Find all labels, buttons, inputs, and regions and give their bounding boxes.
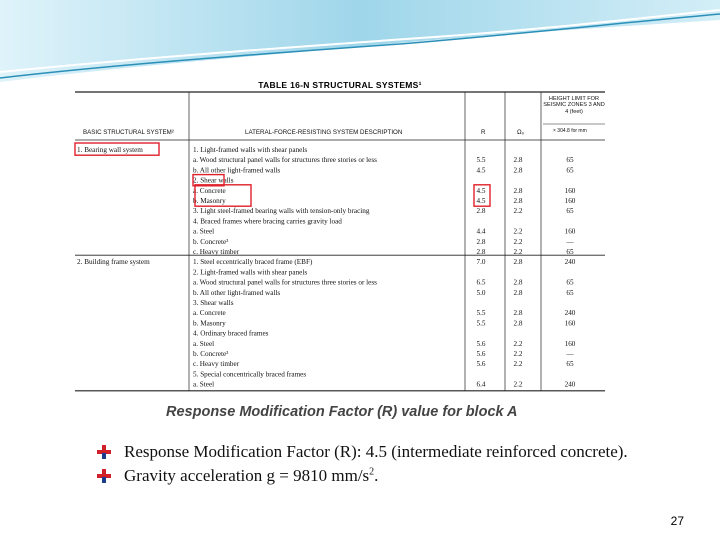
cell-omega: 2.8 [513, 166, 523, 175]
cell-desc: a. Steel [193, 227, 215, 236]
cell-height: 240 [564, 258, 576, 267]
table-grid [75, 92, 605, 391]
cell-omega: 2.8 [513, 197, 523, 205]
cell-omega: 2.8 [513, 186, 523, 195]
cell-height: — [566, 237, 574, 246]
cell-height: 65 [566, 166, 574, 175]
cell-omega: 2.8 [513, 278, 523, 287]
arrow-bullet-icon [96, 444, 112, 460]
cell-r: 2.8 [476, 237, 486, 246]
cell-desc: b. Concrete³ [193, 350, 229, 358]
header-basic: BASIC STRUCTURAL SYSTEM² [83, 129, 174, 136]
cell-height: 160 [564, 319, 576, 328]
cell-omega: 2.2 [513, 339, 523, 348]
cell-omega: 2.8 [513, 309, 523, 318]
gravity-period: . [374, 466, 379, 485]
cell-desc: a. Concrete [193, 186, 226, 195]
cell-r: 2.8 [476, 248, 486, 256]
cell-height: 160 [564, 186, 576, 195]
header-omega: Ω₀ [517, 129, 525, 136]
cell-desc: a. Concrete [193, 309, 226, 318]
cell-omega: 2.2 [513, 237, 523, 246]
cell-r: 4.4 [476, 227, 486, 236]
bullet-list [96, 440, 696, 486]
header-height: HEIGHT LIMIT FOR SEISMIC ZONES 3 AND 4 (feet) [543, 96, 605, 115]
cell-r: 5.6 [476, 339, 486, 348]
cell-desc: c. Heavy timber [193, 248, 240, 256]
structural-systems-table [73, 78, 607, 400]
cell-omega: 2.2 [513, 350, 523, 358]
cell-desc: 4. Braced frames where bracing carries gravity load [193, 217, 342, 226]
cell-r: 5.5 [476, 156, 486, 165]
cell-height: 160 [564, 339, 576, 348]
page-number: 27 [670, 514, 684, 528]
arrow-bullet-icon [96, 468, 112, 484]
cell-desc: a. Steel [193, 339, 215, 348]
cell-omega: 2.8 [513, 258, 523, 267]
header-swoosh [0, 0, 720, 90]
cell-omega: 2.2 [513, 380, 523, 389]
cell-height: 65 [566, 278, 574, 287]
cell-desc: b. All other light-framed walls [193, 166, 281, 175]
cell-omega: 2.8 [513, 319, 523, 328]
cell-height: 65 [566, 156, 574, 165]
cell-height: — [566, 350, 574, 358]
cell-desc: 4. Ordinary braced frames [193, 329, 269, 338]
cell-height: 240 [564, 309, 576, 318]
cell-r: 6.5 [476, 278, 486, 287]
cell-r: 5.6 [476, 350, 486, 358]
cell-desc: 1. Steel eccentrically braced frame (EBF) [193, 258, 313, 267]
table-caption: Response Modification Factor (R) value for block A [166, 404, 518, 420]
cell-r: 4.5 [476, 186, 486, 195]
cell-basic: 2. Building frame system [77, 258, 150, 267]
cell-desc: a. Wood structural panel walls for structures three stories or less [193, 278, 377, 287]
cell-height: 160 [564, 227, 576, 236]
cell-height: 65 [566, 207, 574, 216]
cell-desc: 3. Light steel-framed bearing walls with tension-only bracing [193, 207, 370, 216]
bullet-text-gravity [124, 466, 378, 486]
cell-desc: 3. Shear walls [193, 299, 234, 307]
table-rows [77, 146, 576, 389]
header-height-sub: × 304.8 for mm [553, 128, 587, 134]
cell-r: 2.8 [476, 207, 486, 216]
cell-desc: b. Masonry [193, 197, 226, 205]
cell-omega: 2.2 [513, 248, 523, 256]
cell-omega: 2.2 [513, 207, 523, 216]
cell-basic: 1. Bearing wall system [77, 146, 143, 154]
cell-omega: 2.2 [513, 227, 523, 236]
cell-desc: c. Heavy timber [193, 360, 240, 369]
cell-height: 240 [564, 380, 576, 389]
cell-r: 4.5 [476, 197, 486, 205]
table-title: TABLE 16-N STRUCTURAL SYSTEMS¹ [258, 80, 422, 90]
cell-r: 5.6 [476, 360, 486, 369]
cell-height: 65 [566, 360, 574, 369]
cell-desc: 2. Light-framed walls with shear panels [193, 268, 308, 277]
cell-height: 65 [566, 248, 574, 256]
cell-r: 5.5 [476, 319, 486, 328]
bullet-text-r: Response Modification Factor (R): 4.5 (intermediate reinforced concrete). [124, 442, 628, 461]
cell-desc: a. Wood structural panel walls for structures three stories or less [193, 156, 377, 165]
cell-omega: 2.8 [513, 156, 523, 165]
gravity-exponent: 2 [369, 466, 375, 478]
gravity-text: Gravity acceleration g = 9810 mm/s [124, 466, 370, 485]
cell-r: 5.5 [476, 309, 486, 318]
cell-r: 4.5 [476, 166, 486, 175]
table-header [83, 96, 605, 136]
cell-desc: b. Concrete³ [193, 237, 229, 246]
bullet-item-r [96, 442, 696, 462]
cell-desc: b. All other light-framed walls [193, 288, 281, 297]
cell-desc: 2. Shear walls [193, 176, 234, 185]
header-r: R [481, 129, 486, 136]
cell-omega: 2.2 [513, 360, 523, 369]
cell-height: 160 [564, 197, 576, 205]
cell-omega: 2.8 [513, 288, 523, 297]
cell-height: 65 [566, 288, 574, 297]
cell-desc: 5. Special concentrically braced frames [193, 370, 307, 379]
cell-desc: b. Masonry [193, 319, 226, 328]
cell-r: 7.0 [476, 258, 486, 267]
cell-r: 5.0 [476, 288, 486, 297]
cell-desc: a. Steel [193, 380, 215, 389]
bullet-item-gravity [96, 466, 696, 486]
header-lateral: LATERAL-FORCE-RESISTING SYSTEM DESCRIPTION [245, 129, 403, 136]
cell-r: 6.4 [476, 380, 486, 389]
cell-desc: 1. Light-framed walls with shear panels [193, 146, 308, 154]
